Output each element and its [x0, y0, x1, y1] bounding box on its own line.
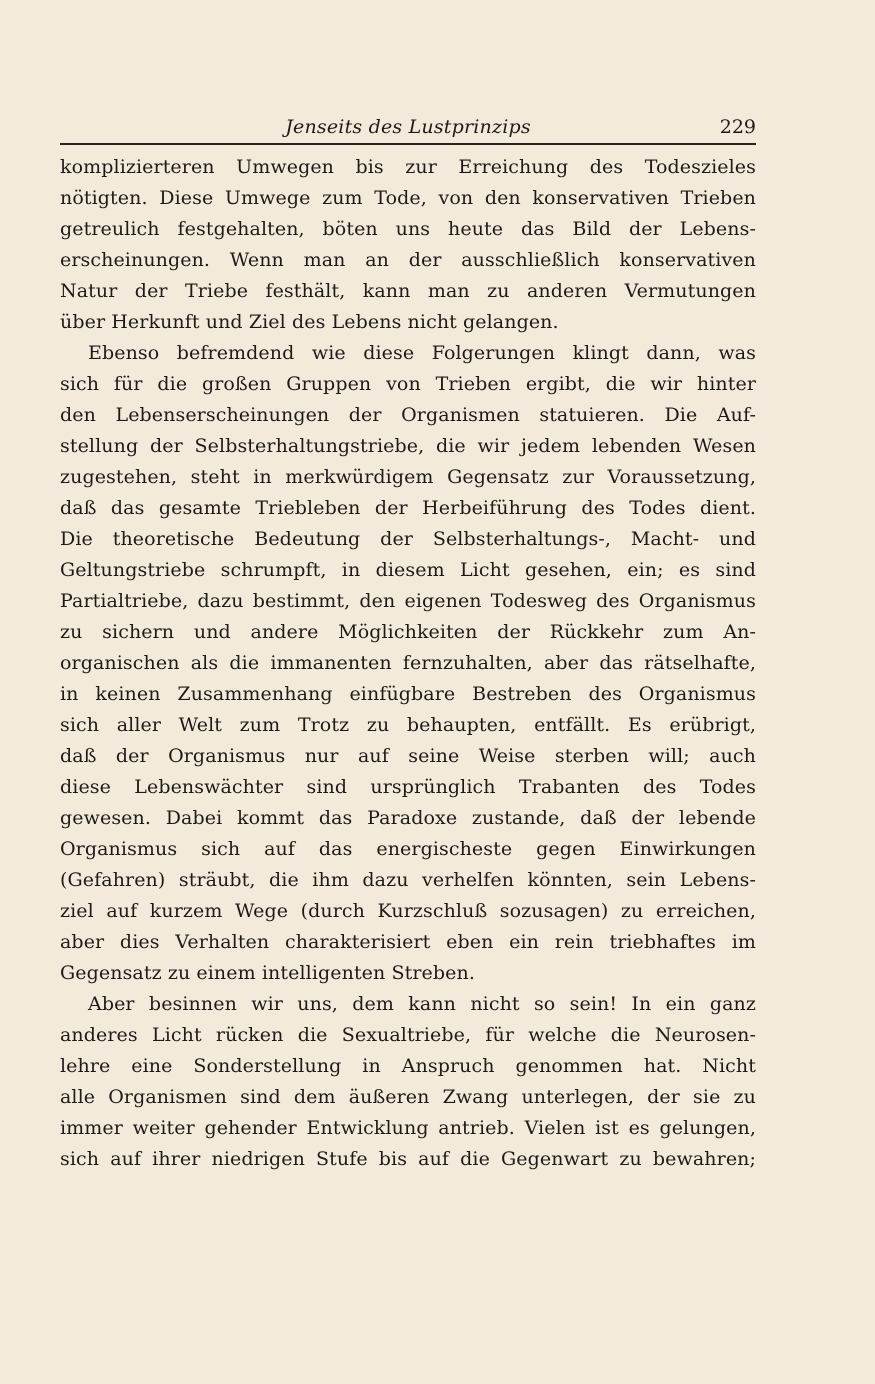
text-line: lehre eine Sonderstellung in Anspruch genommen hat. Nicht	[60, 1055, 756, 1077]
text-line: zugestehen, steht in merkwürdigem Gegensatz zur Voraussetzung,	[60, 466, 756, 488]
text-line: über Herkunft und Ziel des Lebens nicht gelangen.	[60, 311, 559, 333]
text-line: immer weiter gehender Entwicklung antrieb. Vielen ist es gelungen,	[60, 1117, 756, 1139]
text-line: Aber besinnen wir uns, dem kann nicht so sein! In ein ganz	[88, 993, 756, 1015]
text-line: (Gefahren) sträubt, die ihm dazu verhelfen könnten, sein Lebens-	[60, 869, 756, 891]
text-line: gewesen. Dabei kommt das Paradoxe zustande, daß der lebende	[60, 807, 756, 829]
text-line: komplizierteren Umwegen bis zur Erreichung des Todeszieles	[60, 156, 756, 178]
text-line: nötigten. Diese Umwege zum Tode, von den konservativen Trieben	[60, 187, 756, 209]
text-line: zu sichern und andere Möglichkeiten der Rückkehr zum An-	[60, 621, 756, 643]
text-line: Ebenso befremdend wie diese Folgerungen klingt dann, was	[88, 342, 756, 364]
text-line: Natur der Triebe festhält, kann man zu anderen Vermutungen	[60, 280, 756, 302]
text-line: stellung der Selbsterhaltungstriebe, die wir jedem lebenden Wesen	[60, 435, 756, 457]
text-line: Organismus sich auf das energischeste gegen Einwirkungen	[60, 838, 756, 860]
page-number: 229	[719, 116, 756, 138]
running-title: Jenseits des Lustprinzips	[285, 116, 531, 138]
text-line: sich auf ihrer niedrigen Stufe bis auf die Gegenwart zu bewahren;	[60, 1148, 756, 1170]
text-line: Gegensatz zu einem intelligenten Streben.	[60, 962, 475, 984]
text-line: Die theoretische Bedeutung der Selbsterhaltungs-, Macht- und	[60, 528, 756, 550]
text-line: sich für die großen Gruppen von Trieben ergibt, die wir hinter	[60, 373, 756, 395]
text-line: erscheinungen. Wenn man an der ausschließlich konservativen	[60, 249, 756, 271]
text-line: daß der Organismus nur auf seine Weise sterben will; auch	[60, 745, 756, 767]
text-line: daß das gesamte Triebleben der Herbeiführung des Todes dient.	[60, 497, 756, 519]
text-line: sich aller Welt zum Trotz zu behaupten, entfällt. Es erübrigt,	[60, 714, 756, 736]
text-line: Partialtriebe, dazu bestimmt, den eigenen Todesweg des Organismus	[60, 590, 756, 612]
text-line: den Lebenserscheinungen der Organismen statuieren. Die Auf-	[60, 404, 756, 426]
text-line: organischen als die immanenten fernzuhalten, aber das rätselhafte,	[60, 652, 756, 674]
page-header	[60, 112, 756, 142]
text-line: ziel auf kurzem Wege (durch Kurzschluß sozusagen) zu erreichen,	[60, 900, 756, 922]
text-line: anderes Licht rücken die Sexualtriebe, für welche die Neurosen-	[60, 1024, 756, 1046]
text-line: alle Organismen sind dem äußeren Zwang unterlegen, der sie zu	[60, 1086, 756, 1108]
body-text	[60, 152, 756, 1175]
text-line: getreulich festgehalten, böten uns heute das Bild der Lebens-	[60, 218, 756, 240]
text-line: Geltungstriebe schrumpft, in diesem Licht gesehen, ein; es sind	[60, 559, 756, 581]
text-line: aber dies Verhalten charakterisiert eben ein rein triebhaftes im	[60, 931, 756, 953]
text-line: diese Lebenswächter sind ursprünglich Trabanten des Todes	[60, 776, 756, 798]
header-rule	[60, 143, 756, 145]
text-line: in keinen Zusammenhang einfügbare Bestreben des Organismus	[60, 683, 756, 705]
